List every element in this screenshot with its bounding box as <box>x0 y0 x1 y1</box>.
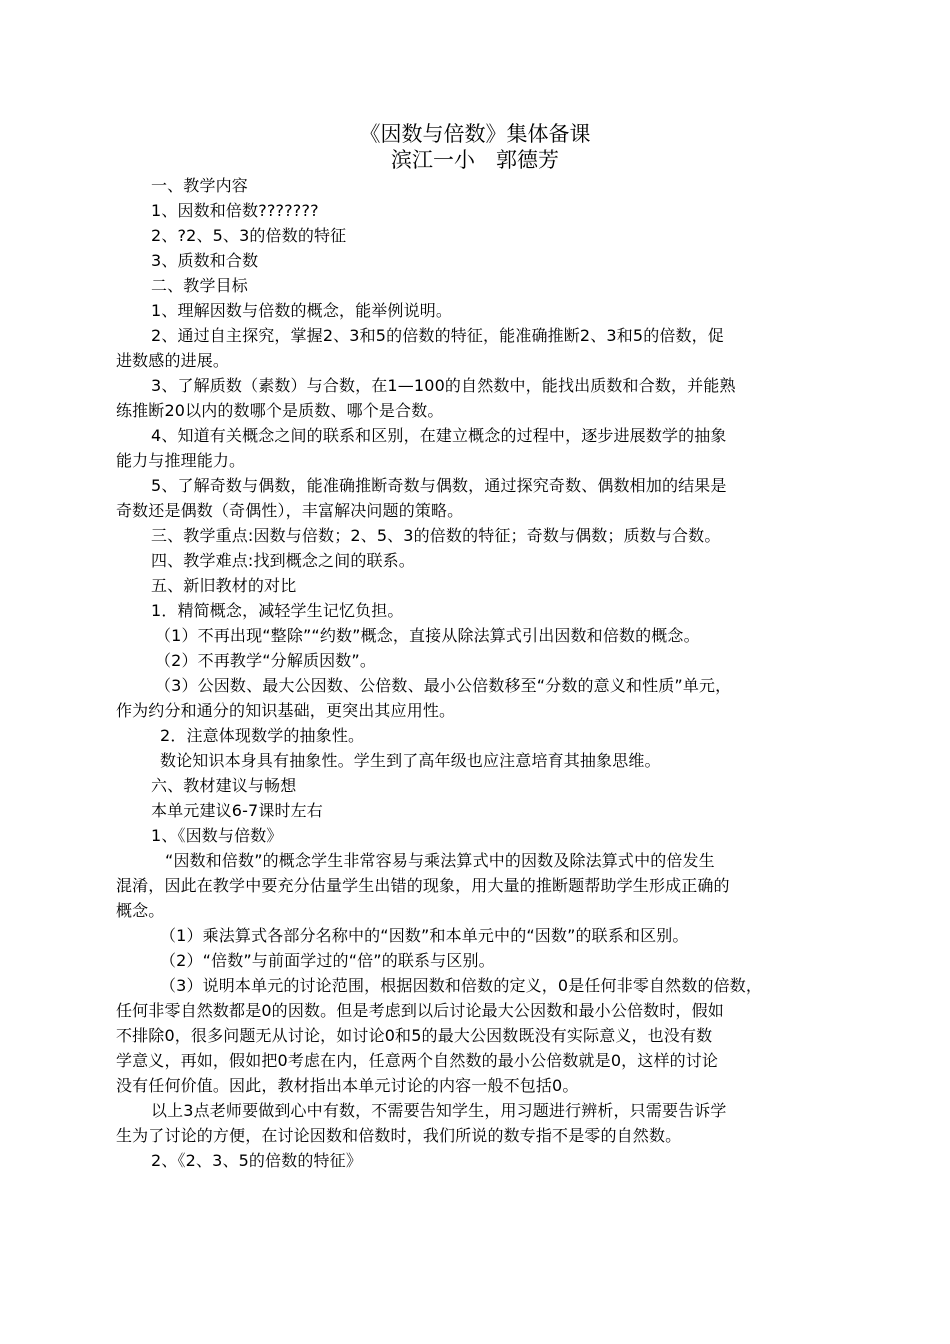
text-line: 混淆，因此在教学中要充分估量学生出错的现象，用大量的推断题帮助学生形成正确的 <box>116 876 730 895</box>
subsection-heading: 2、《2、3、5的倍数的特征》 <box>151 1151 362 1170</box>
section-heading: 五、新旧教材的对比 <box>151 576 297 595</box>
text-line: 1、因数和倍数??????? <box>151 201 319 220</box>
text-line: 3、质数和合数 <box>151 251 259 270</box>
text-line: 学意义，再如，假如把0考虑在内，任意两个自然数的最小公倍数就是0，这样的讨论 <box>116 1051 719 1070</box>
subsection-heading: 1、《因数与倍数》 <box>151 826 283 845</box>
text-line: 不排除0，很多问题无从讨论，如讨论0和5的最大公因数既没有实际意义，也没有数 <box>116 1026 713 1045</box>
text-line: 4、知道有关概念之间的联系和区别，在建立概念的过程中，逐步进展数学的抽象 <box>151 426 727 445</box>
text-line: 数论知识本身具有抽象性。学生到了高年级也应注意培育其抽象思维。 <box>160 751 661 770</box>
author-line: 滨江一小 郭德芳 <box>391 148 559 172</box>
text-line: （1）乘法算式各部分名称中的“因数”和本单元中的“因数”的联系和区别。 <box>160 926 689 945</box>
text-line: 本单元建议6-7课时左右 <box>151 801 323 820</box>
section-heading: 二、教学目标 <box>151 276 248 295</box>
text-line: 生为了讨论的方便，在讨论因数和倍数时，我们所说的数专指不是零的自然数。 <box>116 1126 682 1145</box>
text-line: （3）说明本单元的讨论范围，根据因数和倍数的定义，0是任何非零自然数的倍数， <box>160 976 763 995</box>
text-line: 奇数还是偶数（奇偶性），丰富解决问题的策略。 <box>116 501 464 520</box>
text-line: “因数和倍数”的概念学生非常容易与乘法算式中的因数及除法算式中的倍发生 <box>165 851 715 870</box>
text-line: 2．注意体现数学的抽象性。 <box>160 726 365 745</box>
text-line: 进数感的进展。 <box>116 351 230 370</box>
text-line: 5、了解奇数与偶数，能准确推断奇数与偶数，通过探究奇数、偶数相加的结果是 <box>151 476 727 495</box>
document-title: 《因数与倍数》集体备课 <box>359 122 591 146</box>
text-line: （2）“倍数”与前面学过的“倍”的联系与区别。 <box>160 951 495 970</box>
text-line: （1）不再出现“整除”“约数”概念，直接从除法算式引出因数和倍数的概念。 <box>155 626 700 645</box>
section-heading: 一、教学内容 <box>151 176 248 195</box>
text-line: 概念。 <box>116 901 165 920</box>
text-line: 作为约分和通分的知识基础，更突出其应用性。 <box>116 701 456 720</box>
text-line: 2、?2、5、3的倍数的特征 <box>151 226 347 245</box>
section-heading: 四、教学难点:找到概念之间的联系。 <box>151 551 415 570</box>
section-heading: 三、教学重点:因数与倍数；2、5、3的倍数的特征；奇数与偶数；质数与合数。 <box>151 526 721 545</box>
text-line: 1．精简概念，减轻学生记忆负担。 <box>151 601 404 620</box>
text-line: （2）不再教学“分解质因数”。 <box>155 651 377 670</box>
text-line: （3）公因数、最大公因数、公倍数、最小公倍数移至“分数的意义和性质”单元， <box>155 676 732 695</box>
text-line: 3、了解质数（素数）与合数，在1—100的自然数中，能找出质数和合数，并能熟 <box>151 376 736 395</box>
text-line: 任何非零自然数都是0的因数。但是考虑到以后讨论最大公因数和最小公倍数时，假如 <box>116 1001 724 1020</box>
text-line: 能力与推理能力。 <box>116 451 246 470</box>
text-line: 2、通过自主探究，掌握2、3和5的倍数的特征，能准确推断2、3和5的倍数，促 <box>151 326 724 345</box>
text-line: 1、理解因数与倍数的概念，能举例说明。 <box>151 301 453 320</box>
section-heading: 六、教材建议与畅想 <box>151 776 297 795</box>
text-line: 没有任何价值。因此，教材指出本单元讨论的内容一般不包括0。 <box>116 1076 579 1095</box>
text-line: 以上3点老师要做到心中有数，不需要告知学生，用习题进行辨析，只需要告诉学 <box>151 1101 727 1120</box>
text-line: 练推断20以内的数哪个是质数、哪个是合数。 <box>116 401 444 420</box>
